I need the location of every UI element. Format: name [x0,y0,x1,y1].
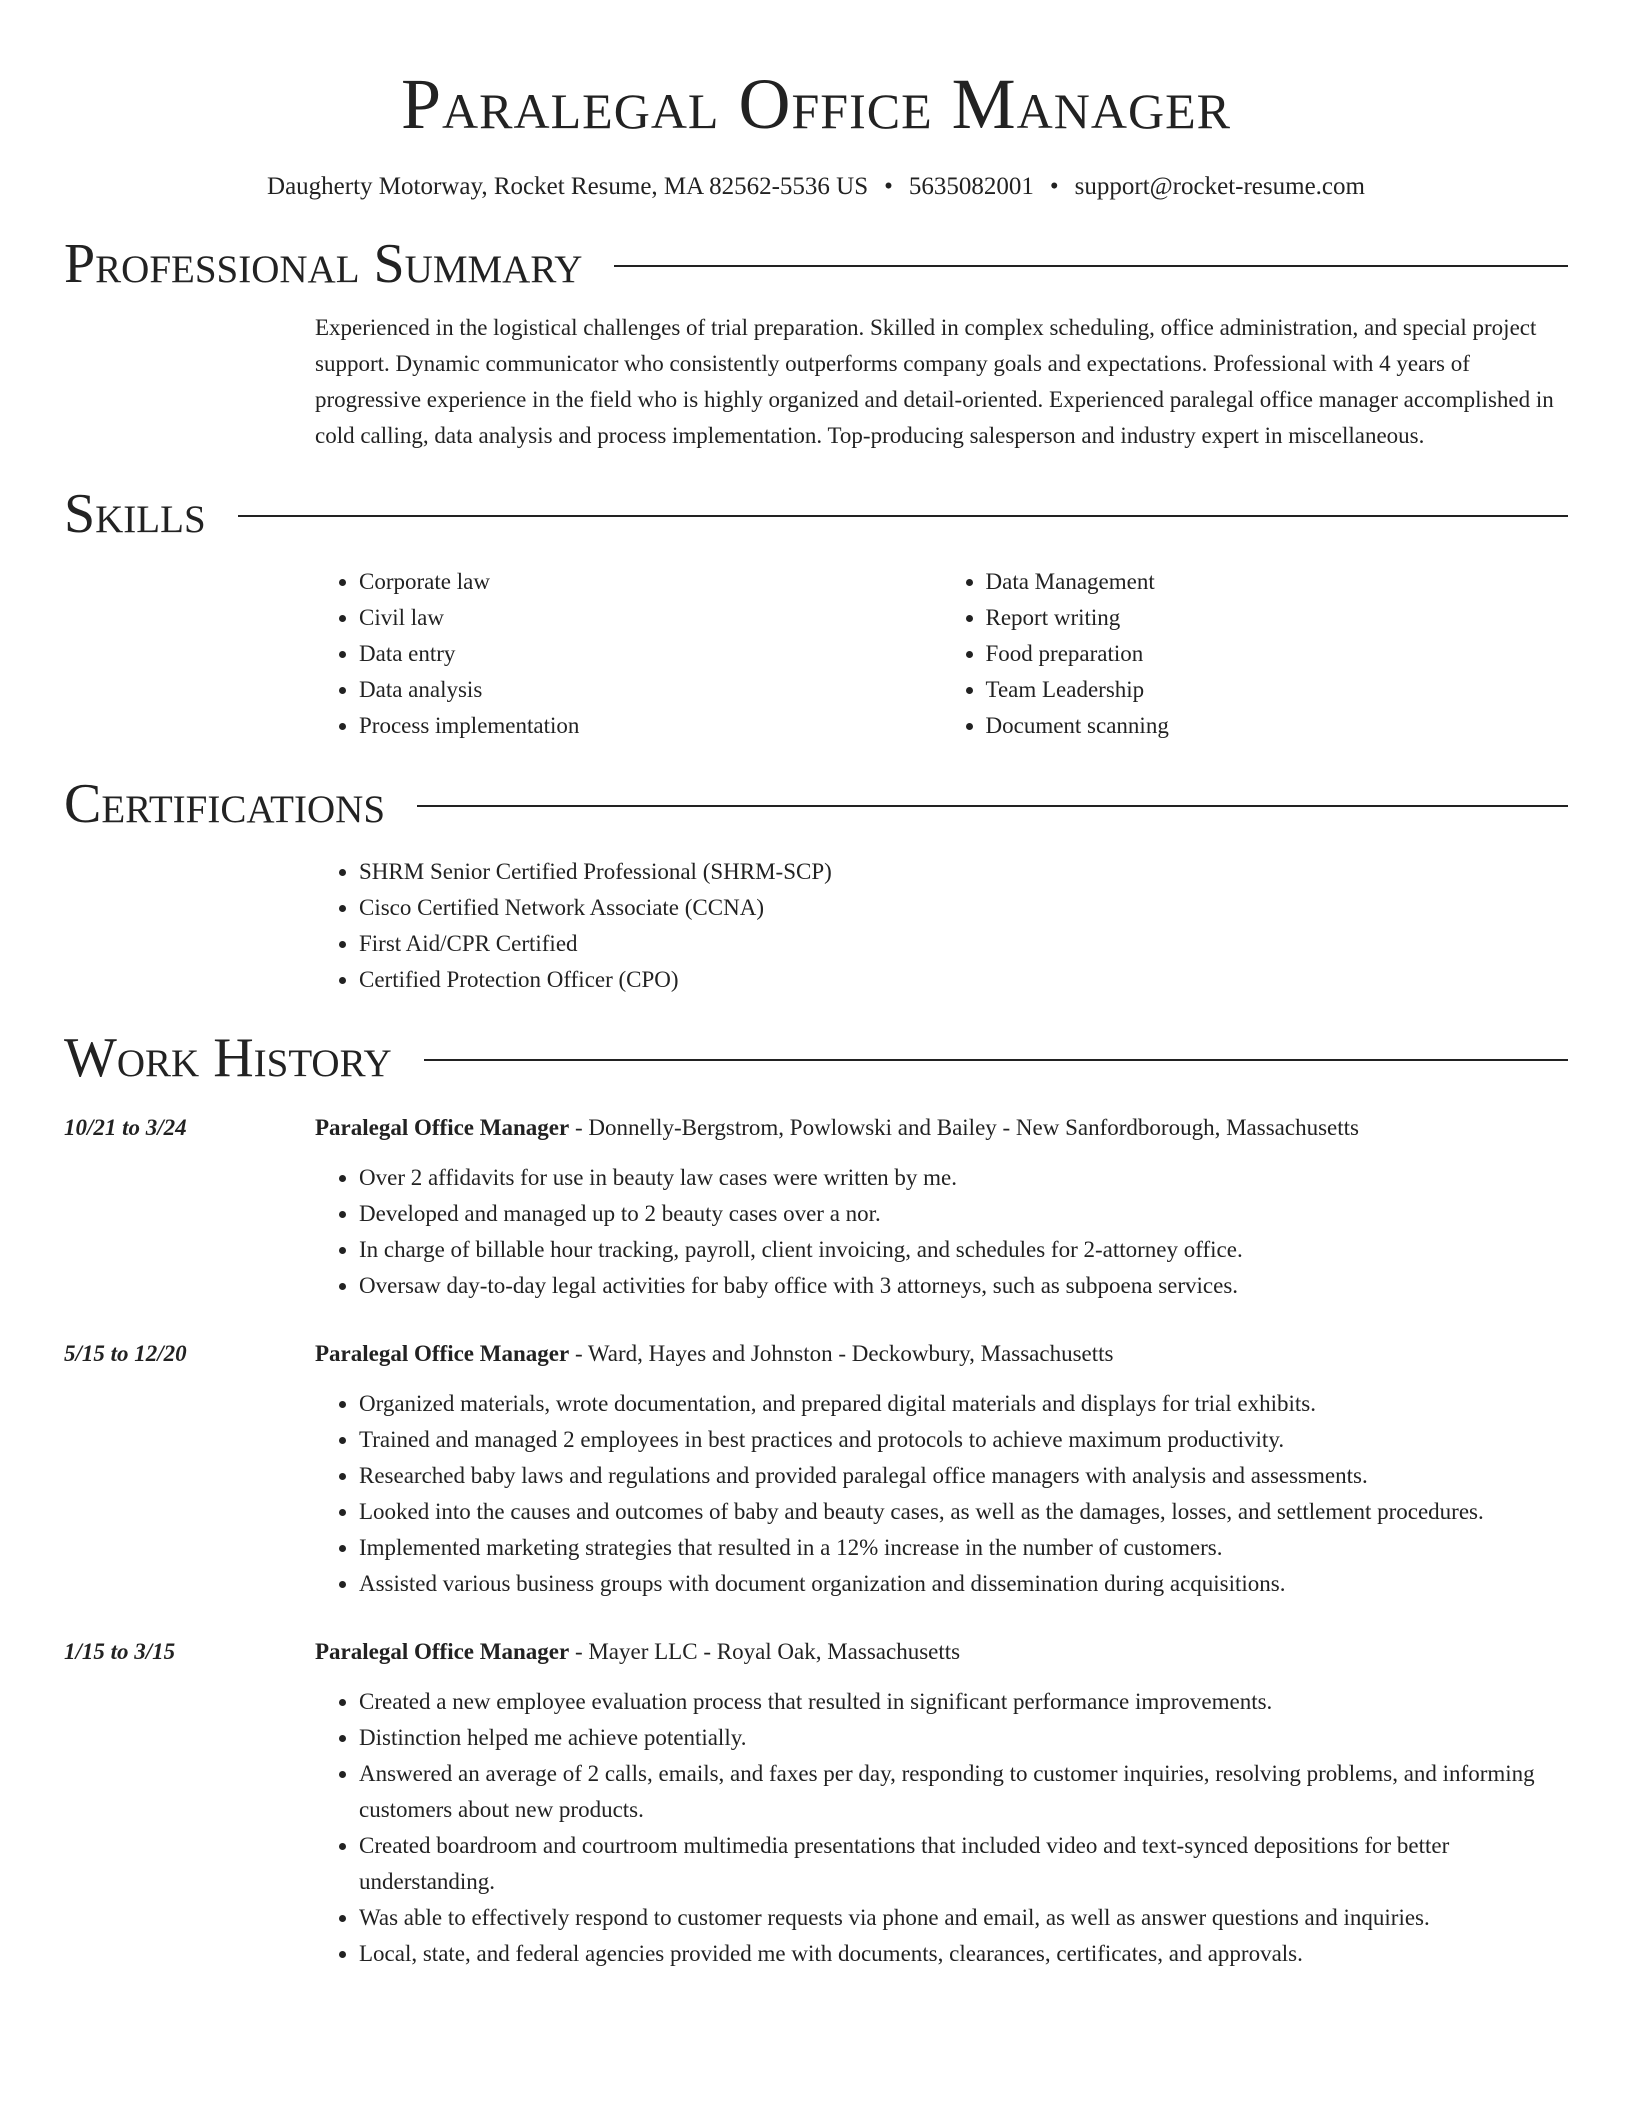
skill-item: • Food preparation [986,636,1569,672]
contact-phone: 5635082001 [908,173,1034,200]
job-entry [64,1634,1568,1972]
contact-line [64,170,1568,204]
job-bullet: • Created boardroom and courtroom multimedia presentations that included video and text-synced depositions for better understanding. [359,1828,1568,1900]
job-title: Paralegal Office Manager [315,1341,570,1366]
job-employer: - Mayer LLC - Royal Oak, Massachusetts [569,1639,961,1664]
job-bullet: • Organized materials, wrote documentation, and prepared digital materials and displays for trial exhibits. [359,1386,1568,1422]
skill-item: • Report writing [986,600,1569,636]
job-entry [64,1336,1568,1602]
skill-item: • Corporate law [359,564,942,600]
section-header-work-history [64,1024,1568,1092]
contact-address: Daugherty Motorway, Rocket Resume, MA 82562-5536 US [267,173,869,200]
job-dates: 10/21 to 3/24 [64,1115,187,1140]
job-bullet: • Implemented marketing strategies that resulted in a 12% increase in the number of customers. [359,1530,1568,1566]
skill-item: • Civil law [359,600,942,636]
job-bullet: • Over 2 affidavits for use in beauty law cases were written by me. [359,1160,1568,1196]
job-bullet: • Oversaw day-to-day legal activities for baby office with 3 attorneys, such as subpoena services. [359,1268,1568,1304]
job-summary-line [315,1634,960,1670]
job-bullet: • Local, state, and federal agencies provided me with documents, clearances, certificates, and approvals. [359,1936,1568,1972]
job-bullet: • Trained and managed 2 employees in best practices and protocols to achieve maximum productivity. [359,1422,1568,1458]
job-title: Paralegal Office Manager [315,1115,570,1140]
contact-email: support@rocket-resume.com [1074,173,1365,200]
job-bullet: • Developed and managed up to 2 beauty cases over a nor. [359,1196,1568,1232]
section-divider [614,265,1568,267]
section-divider [424,1059,1568,1061]
skill-item: • Data Management [986,564,1569,600]
job-bullets [315,1386,1568,1602]
job-summary-line [315,1110,1359,1146]
job-bullet: • Distinction helped me achieve potentially. [359,1720,1568,1756]
resume-name: Paralegal Office Manager [401,64,1231,144]
section-divider [417,805,1568,807]
section-title-certifications: Certifications [64,773,386,835]
job-summary-line [315,1336,1113,1372]
skill-item: • Team Leadership [986,672,1569,708]
job-bullets [315,1684,1568,1972]
certification-item: • Cisco Certified Network Associate (CCNA) [359,890,1568,926]
job-bullet: • Researched baby laws and regulations and provided paralegal office managers with analysis and assessments. [359,1458,1568,1494]
job-header [64,1110,1568,1146]
skill-item: • Document scanning [986,708,1569,744]
section-title-skills: Skills [64,483,206,545]
section-divider [238,515,1568,517]
summary-text: Experienced in the logistical challenges of trial preparation. Skilled in complex scheduling, office administration, and special project support. Dynamic communicator who consistently outperforms company goals and expectations. Professional with 4 years of progressive experience in the field who is highly organized and detail-oriented. Experienced paralegal office manager accomplished in cold calling, data analysis and process implementation. Top-producing salesperson and industry expert in miscellaneous. [315,315,1554,448]
section-header-certifications [64,770,1568,838]
section-header-summary [64,230,1568,298]
contact-separator: • [884,173,893,200]
skill-item: • Process implementation [359,708,942,744]
job-header [64,1634,1568,1670]
job-bullet: • Created a new employee evaluation process that resulted in significant performance improvements. [359,1684,1568,1720]
skills-list-right [942,564,1569,744]
job-bullets [315,1160,1568,1304]
job-dates: 5/15 to 12/20 [64,1341,187,1366]
job-bullet: • Assisted various business groups with document organization and dissemination during acquisitions. [359,1566,1568,1602]
job-entry [64,1110,1568,1304]
job-bullet: • Answered an average of 2 calls, emails, and faxes per day, responding to customer inquiries, resolving problems, and informing customers about new products. [359,1756,1568,1828]
certification-item: • SHRM Senior Certified Professional (SHRM-SCP) [359,854,1568,890]
section-title-work-history: Work History [64,1027,392,1089]
job-header [64,1336,1568,1372]
job-bullet: • In charge of billable hour tracking, payroll, client invoicing, and schedules for 2-attorney office. [359,1232,1568,1268]
job-employer: - Donnelly-Bergstrom, Powlowski and Bailey - New Sanfordborough, Massachusetts [569,1115,1359,1140]
contact-separator: • [1049,173,1059,200]
certifications-list [315,854,1568,998]
skills-list-left [315,564,942,744]
certification-item: • Certified Protection Officer (CPO) [359,962,1568,998]
skill-item: • Data analysis [359,672,942,708]
certification-item: • First Aid/CPR Certified [359,926,1568,962]
job-bullet: • Was able to effectively respond to customer requests via phone and email, as well as answer questions and inquiries. [359,1900,1568,1936]
section-header-skills [64,480,1568,548]
section-title-summary: Professional Summary [64,233,583,295]
job-dates: 1/15 to 3/15 [64,1639,176,1664]
job-employer: - Ward, Hayes and Johnston - Deckowbury, Massachusetts [569,1341,1114,1366]
skills-columns [315,564,1568,744]
job-bullet: • Looked into the causes and outcomes of baby and beauty cases, as well as the damages, losses, and settlement procedures. [359,1494,1568,1530]
skill-item: • Data entry [359,636,942,672]
job-title: Paralegal Office Manager [315,1639,570,1664]
